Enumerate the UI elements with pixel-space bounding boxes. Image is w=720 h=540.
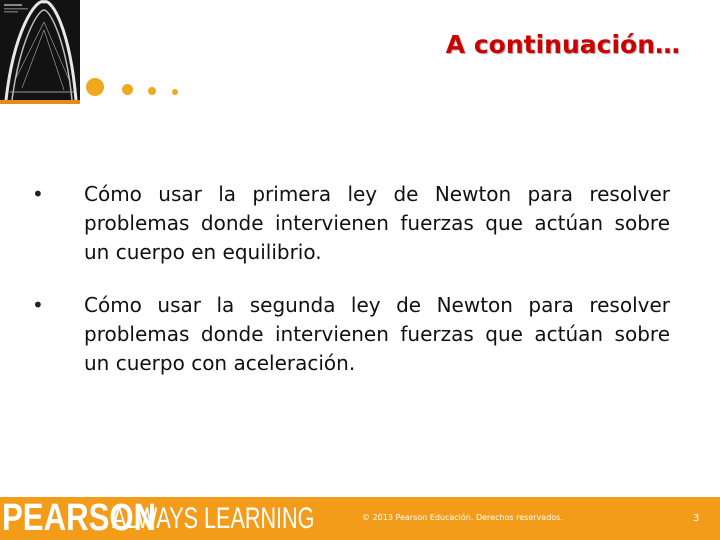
bullet-icon: • bbox=[32, 182, 44, 206]
brand-name: PEARSON bbox=[2, 497, 157, 539]
slide-title: A continuación… bbox=[445, 30, 680, 59]
bullet-icon: • bbox=[32, 293, 44, 317]
copyright-text: © 2013 Pearson Educación. Derechos reservados. bbox=[362, 513, 563, 522]
footer-bar bbox=[0, 497, 720, 540]
page-number: 3 bbox=[693, 513, 700, 524]
list-item bbox=[28, 180, 670, 267]
bullet-text: Cómo usar la segunda ley de Newton para resolver problemas donde intervienen fuerzas que actúan sobre un cuerpo con aceleración. bbox=[84, 293, 670, 375]
list-item bbox=[28, 291, 670, 378]
book-cover-image bbox=[0, 0, 80, 104]
brand-tagline: ALWAYS LEARNING bbox=[112, 502, 315, 535]
decorative-dots bbox=[86, 76, 196, 102]
dot-4 bbox=[172, 89, 178, 95]
dot-1 bbox=[86, 78, 104, 96]
dot-3 bbox=[148, 87, 156, 95]
dot-2 bbox=[122, 84, 133, 95]
bullet-text: Cómo usar la primera ley de Newton para resolver problemas donde intervienen fuerzas que actúan sobre un cuerpo en equilibrio. bbox=[84, 182, 670, 264]
bullet-list bbox=[28, 180, 670, 402]
cover-orange-strip bbox=[0, 100, 80, 104]
bridge-arch-icon bbox=[0, 0, 80, 100]
